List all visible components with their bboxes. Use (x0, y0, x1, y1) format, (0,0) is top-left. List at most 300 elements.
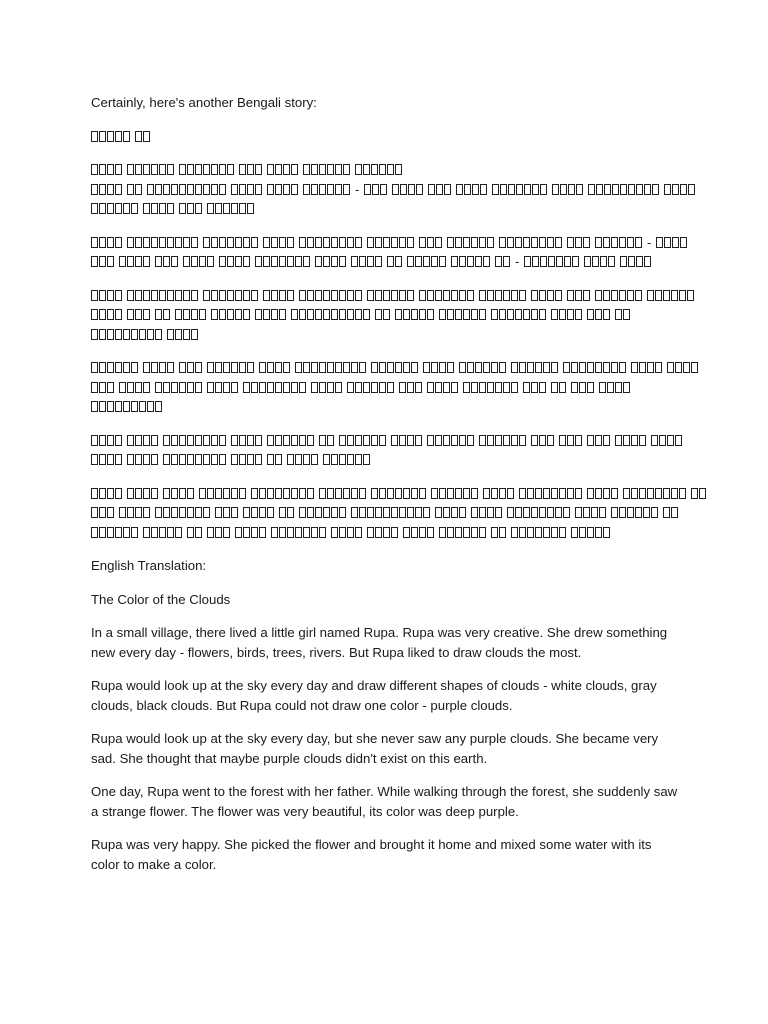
missing-glyph-box (579, 382, 586, 393)
missing-glyph-box (367, 290, 374, 301)
missing-glyph-box (259, 382, 266, 393)
missing-glyph-box (627, 290, 634, 301)
missing-glyph-box (515, 237, 522, 248)
missing-glyph-box (339, 309, 346, 320)
missing-glyph-box (471, 507, 478, 518)
missing-glyph-box (407, 382, 414, 393)
missing-glyph-box (107, 309, 114, 320)
missing-glyph-box (615, 309, 622, 320)
missing-glyph-box (379, 382, 386, 393)
missing-glyph-box (551, 362, 558, 373)
missing-glyph-box (223, 203, 230, 214)
missing-glyph-word (611, 507, 658, 518)
missing-glyph-box (283, 435, 290, 446)
missing-glyph-box (355, 454, 362, 465)
missing-glyph-box (247, 203, 254, 214)
missing-glyph-box (372, 184, 379, 195)
missing-glyph-box (379, 362, 386, 373)
missing-glyph-box (455, 488, 462, 499)
missing-glyph-box (115, 401, 122, 412)
missing-glyph-box (463, 309, 470, 320)
missing-glyph-box (155, 382, 162, 393)
missing-glyph-box (335, 184, 342, 195)
missing-glyph-box (199, 488, 206, 499)
missing-glyph-box (163, 454, 170, 465)
missing-glyph-box (175, 309, 182, 320)
missing-glyph-box (379, 488, 386, 499)
missing-glyph-word (392, 184, 423, 195)
missing-glyph-box (499, 488, 506, 499)
missing-glyph-box (215, 527, 222, 538)
missing-glyph-word (155, 382, 202, 393)
missing-glyph-box (99, 164, 106, 175)
missing-glyph-box (127, 488, 134, 499)
missing-glyph-box (423, 507, 430, 518)
missing-glyph-word (575, 507, 606, 518)
missing-glyph-box (456, 184, 463, 195)
missing-glyph-box (287, 507, 294, 518)
missing-glyph-box (131, 527, 138, 538)
missing-glyph-box (271, 237, 278, 248)
missing-glyph-box (135, 290, 142, 301)
missing-glyph-box (163, 309, 170, 320)
missing-glyph-word (631, 362, 662, 373)
missing-glyph-box (495, 507, 502, 518)
missing-glyph-box (283, 382, 290, 393)
missing-glyph-box (135, 164, 142, 175)
missing-glyph-box (403, 362, 410, 373)
missing-glyph-word (439, 309, 486, 320)
missing-glyph-box (179, 435, 186, 446)
missing-glyph-word (91, 435, 122, 446)
missing-glyph-box (219, 256, 226, 267)
missing-glyph-box (99, 527, 106, 538)
missing-glyph-box (679, 290, 686, 301)
missing-glyph-box (519, 527, 526, 538)
missing-glyph-box (275, 488, 282, 499)
missing-glyph-box (159, 164, 166, 175)
missing-glyph-word (271, 527, 326, 538)
missing-glyph-box (411, 527, 418, 538)
missing-glyph-box (559, 382, 566, 393)
missing-glyph-box (379, 435, 386, 446)
missing-glyph-box (532, 256, 539, 267)
missing-glyph-box (451, 290, 458, 301)
missing-glyph-box (355, 382, 362, 393)
missing-glyph-box (151, 454, 158, 465)
missing-glyph-box (568, 184, 575, 195)
missing-glyph-box (335, 382, 342, 393)
missing-glyph-box (263, 237, 270, 248)
missing-glyph-box (99, 290, 106, 301)
missing-glyph-box (644, 256, 651, 267)
missing-glyph-word (179, 203, 202, 214)
missing-glyph-word (371, 488, 426, 499)
missing-glyph-box (275, 362, 282, 373)
missing-glyph-box (155, 309, 162, 320)
missing-glyph-box (223, 527, 230, 538)
missing-glyph-box (171, 382, 178, 393)
missing-glyph-box (375, 256, 382, 267)
missing-glyph-box (563, 362, 570, 373)
missing-glyph-box (243, 237, 250, 248)
missing-glyph-box (355, 435, 362, 446)
missing-glyph-box (127, 507, 134, 518)
missing-glyph-word (267, 184, 298, 195)
missing-glyph-box (135, 382, 142, 393)
missing-glyph-box (191, 237, 198, 248)
missing-glyph-word (456, 184, 487, 195)
missing-glyph-box (463, 488, 470, 499)
missing-glyph-word (267, 435, 314, 446)
missing-glyph-box (623, 435, 630, 446)
missing-glyph-box (567, 309, 574, 320)
missing-glyph-word (463, 382, 518, 393)
missing-glyph-word (571, 382, 594, 393)
missing-glyph-box (612, 184, 619, 195)
missing-glyph-word (239, 164, 262, 175)
missing-glyph-box (159, 290, 166, 301)
missing-glyph-box (499, 309, 506, 320)
missing-glyph-box (355, 309, 362, 320)
english-paragraph-1: In a small village, there lived a little girl named Rupa. Rupa was very creative. She drew something new every day - flowers, birds, trees, rivers. But Rupa liked to draw clouds the most. (91, 625, 668, 660)
missing-glyph-box (143, 488, 150, 499)
missing-glyph-box (235, 527, 242, 538)
missing-glyph-word (203, 290, 258, 301)
missing-glyph-word (663, 507, 678, 518)
bengali-paragraph (91, 233, 681, 272)
missing-glyph-box (595, 435, 602, 446)
missing-glyph-box (611, 507, 618, 518)
missing-glyph-box (251, 290, 258, 301)
missing-glyph-box (507, 507, 514, 518)
missing-glyph-box (411, 488, 418, 499)
missing-glyph-box (407, 507, 414, 518)
missing-glyph-box (631, 488, 638, 499)
missing-glyph-box (539, 507, 546, 518)
bengali-paragraph (91, 431, 681, 470)
missing-glyph-box (163, 507, 170, 518)
missing-glyph-box (251, 527, 258, 538)
missing-glyph-box (327, 164, 334, 175)
missing-glyph-box (387, 164, 394, 175)
missing-glyph-word (207, 382, 238, 393)
missing-glyph-box (419, 237, 426, 248)
missing-glyph-box (91, 203, 98, 214)
missing-glyph-box (319, 362, 326, 373)
missing-glyph-box (119, 507, 126, 518)
missing-glyph-box (143, 203, 150, 214)
missing-glyph-box (511, 435, 518, 446)
missing-glyph-box (652, 184, 659, 195)
missing-glyph-box (459, 507, 466, 518)
missing-glyph-word (91, 507, 114, 518)
missing-glyph-box (455, 527, 462, 538)
missing-glyph-box (219, 184, 226, 195)
missing-glyph-box (636, 256, 643, 267)
missing-glyph-box (91, 507, 98, 518)
missing-glyph-box (399, 237, 406, 248)
missing-glyph-box (271, 256, 278, 267)
missing-glyph-box (579, 527, 586, 538)
missing-glyph-box (207, 362, 214, 373)
missing-glyph-box (391, 435, 398, 446)
missing-glyph-box (347, 382, 354, 393)
bengali-line (91, 160, 681, 180)
missing-glyph-box (159, 203, 166, 214)
missing-glyph-box (392, 184, 399, 195)
missing-glyph-word (179, 164, 234, 175)
missing-glyph-box (511, 290, 518, 301)
missing-glyph-word (531, 290, 562, 301)
missing-glyph-box (163, 256, 170, 267)
missing-glyph-box (415, 507, 422, 518)
missing-glyph-box (187, 488, 194, 499)
missing-glyph-box (331, 507, 338, 518)
missing-glyph-box (307, 488, 314, 499)
missing-glyph-box (267, 507, 274, 518)
missing-glyph-box (435, 237, 442, 248)
missing-glyph-box (231, 362, 238, 373)
missing-glyph-box (427, 382, 434, 393)
missing-glyph-box (539, 237, 546, 248)
missing-glyph-box (391, 507, 398, 518)
missing-glyph-word (319, 488, 366, 499)
missing-glyph-box (383, 237, 390, 248)
missing-glyph-word (127, 488, 158, 499)
missing-glyph-box (628, 256, 635, 267)
missing-glyph-box (239, 454, 246, 465)
missing-glyph-box (407, 237, 414, 248)
missing-glyph-box (395, 309, 402, 320)
missing-glyph-box (115, 131, 122, 142)
missing-glyph-box (323, 507, 330, 518)
missing-glyph-box (351, 488, 358, 499)
missing-glyph-box (91, 290, 98, 301)
missing-glyph-box (467, 362, 474, 373)
missing-glyph-box (399, 507, 406, 518)
missing-glyph-box (115, 290, 122, 301)
missing-glyph-box (203, 184, 210, 195)
missing-glyph-box (603, 435, 610, 446)
missing-glyph-box (191, 329, 198, 340)
missing-glyph-box (619, 237, 626, 248)
bengali-line (91, 523, 681, 543)
missing-glyph-box (91, 527, 98, 538)
missing-glyph-word (127, 435, 158, 446)
missing-glyph-box (491, 527, 498, 538)
missing-glyph-box (107, 401, 114, 412)
missing-glyph-box (147, 329, 154, 340)
missing-glyph-box (315, 290, 322, 301)
missing-glyph-box (195, 184, 202, 195)
missing-glyph-box (167, 237, 174, 248)
missing-glyph-box (459, 362, 466, 373)
missing-glyph-box (611, 488, 618, 499)
missing-glyph-box (311, 362, 318, 373)
missing-glyph-box (447, 237, 454, 248)
missing-glyph-box (107, 488, 114, 499)
missing-glyph-word (519, 488, 582, 499)
bengali-line (91, 325, 681, 345)
missing-glyph-box (127, 454, 134, 465)
missing-glyph-box (464, 184, 471, 195)
missing-glyph-word (219, 256, 250, 267)
missing-glyph-box (143, 309, 150, 320)
missing-glyph-box (491, 309, 498, 320)
missing-glyph-box (639, 362, 646, 373)
missing-glyph-box (187, 164, 194, 175)
missing-glyph-box (495, 256, 502, 267)
dash-glyph: - (647, 234, 652, 250)
missing-glyph-box (271, 290, 278, 301)
missing-glyph-box (255, 164, 262, 175)
missing-glyph-box (576, 184, 583, 195)
bengali-line (91, 199, 681, 219)
missing-glyph-box (391, 290, 398, 301)
missing-glyph-box (303, 362, 310, 373)
missing-glyph-word (355, 164, 402, 175)
missing-glyph-box (323, 290, 330, 301)
missing-glyph-box (519, 362, 526, 373)
missing-glyph-box (251, 237, 258, 248)
missing-glyph-box (523, 237, 530, 248)
missing-glyph-word (183, 256, 214, 267)
missing-glyph-box (195, 203, 202, 214)
missing-glyph-box (399, 382, 406, 393)
missing-glyph-box (455, 237, 462, 248)
missing-glyph-box (231, 507, 238, 518)
missing-glyph-word (407, 256, 446, 267)
missing-glyph-box (167, 329, 174, 340)
missing-glyph-box (395, 256, 402, 267)
missing-glyph-word (351, 256, 382, 267)
missing-glyph-box (287, 237, 294, 248)
missing-glyph-box (183, 290, 190, 301)
missing-glyph-word (479, 435, 526, 446)
missing-glyph-word (127, 164, 174, 175)
missing-glyph-box (428, 184, 435, 195)
missing-glyph-box (183, 329, 190, 340)
missing-glyph-box (515, 309, 522, 320)
missing-glyph-box (672, 237, 679, 248)
missing-glyph-box (655, 290, 662, 301)
missing-glyph-box (167, 527, 174, 538)
bengali-line (91, 180, 681, 200)
missing-glyph-box (127, 237, 134, 248)
missing-glyph-box (183, 256, 190, 267)
missing-glyph-word (291, 309, 370, 320)
missing-glyph-box (91, 237, 98, 248)
missing-glyph-box (323, 256, 330, 267)
missing-glyph-word (127, 237, 198, 248)
missing-glyph-word (91, 362, 138, 373)
english-paragraph-3: Rupa would look up at the sky every day, but she never saw any purple clouds. She became very sad. She thought that maybe purple clouds didn't exist on this earth. (91, 731, 659, 766)
missing-glyph-box (295, 362, 302, 373)
missing-glyph-box (291, 488, 298, 499)
missing-glyph-box (91, 435, 98, 446)
missing-glyph-box (115, 164, 122, 175)
missing-glyph-box (311, 382, 318, 393)
missing-glyph-box (679, 488, 686, 499)
missing-glyph-box (651, 435, 658, 446)
missing-glyph-word (483, 488, 514, 499)
bengali-line (91, 378, 681, 398)
missing-glyph-box (303, 164, 310, 175)
missing-glyph-box (688, 184, 695, 195)
missing-glyph-box (400, 184, 407, 195)
missing-glyph-word (255, 309, 286, 320)
missing-glyph-box (267, 435, 274, 446)
missing-glyph-word (387, 256, 402, 267)
missing-glyph-box (551, 382, 558, 393)
missing-glyph-box (371, 435, 378, 446)
missing-glyph-box (323, 454, 330, 465)
missing-glyph-box (459, 256, 466, 267)
missing-glyph-box (203, 507, 210, 518)
missing-glyph-box (191, 290, 198, 301)
missing-glyph-box (403, 488, 410, 499)
missing-glyph-word (531, 435, 554, 446)
missing-glyph-box (391, 237, 398, 248)
document-body (91, 93, 681, 888)
missing-glyph-box (91, 256, 98, 267)
missing-glyph-box (472, 184, 479, 195)
missing-glyph-box (339, 435, 346, 446)
missing-glyph-box (151, 527, 158, 538)
missing-glyph-box (115, 454, 122, 465)
missing-glyph-box (99, 329, 106, 340)
missing-glyph-box (123, 203, 130, 214)
missing-glyph-box (543, 488, 550, 499)
missing-glyph-word (303, 184, 350, 195)
missing-glyph-word (255, 256, 310, 267)
missing-glyph-box (363, 454, 370, 465)
missing-glyph-box (151, 164, 158, 175)
missing-glyph-box (387, 488, 394, 499)
missing-glyph-box (647, 362, 654, 373)
missing-glyph-word (243, 382, 306, 393)
missing-glyph-box (663, 488, 670, 499)
missing-glyph-box (335, 164, 342, 175)
missing-glyph-box (179, 184, 186, 195)
missing-glyph-box (619, 507, 626, 518)
missing-glyph-box (556, 256, 563, 267)
bengali-line (91, 252, 681, 272)
missing-glyph-box (147, 401, 154, 412)
missing-glyph-word (667, 362, 698, 373)
missing-glyph-box (275, 454, 282, 465)
missing-glyph-box (623, 382, 630, 393)
missing-glyph-box (327, 488, 334, 499)
missing-glyph-box (371, 362, 378, 373)
missing-glyph-box (531, 382, 538, 393)
missing-glyph-word (127, 454, 158, 465)
missing-glyph-box (151, 290, 158, 301)
missing-glyph-box (539, 435, 546, 446)
missing-glyph-box (435, 435, 442, 446)
missing-glyph-box (279, 237, 286, 248)
missing-glyph-box (531, 237, 538, 248)
missing-glyph-box (395, 488, 402, 499)
missing-glyph-box (635, 290, 642, 301)
missing-glyph-box (283, 488, 290, 499)
missing-glyph-box (187, 454, 194, 465)
missing-glyph-box (451, 507, 458, 518)
missing-glyph-word (251, 488, 314, 499)
missing-glyph-word (447, 237, 494, 248)
missing-glyph-word (595, 237, 642, 248)
